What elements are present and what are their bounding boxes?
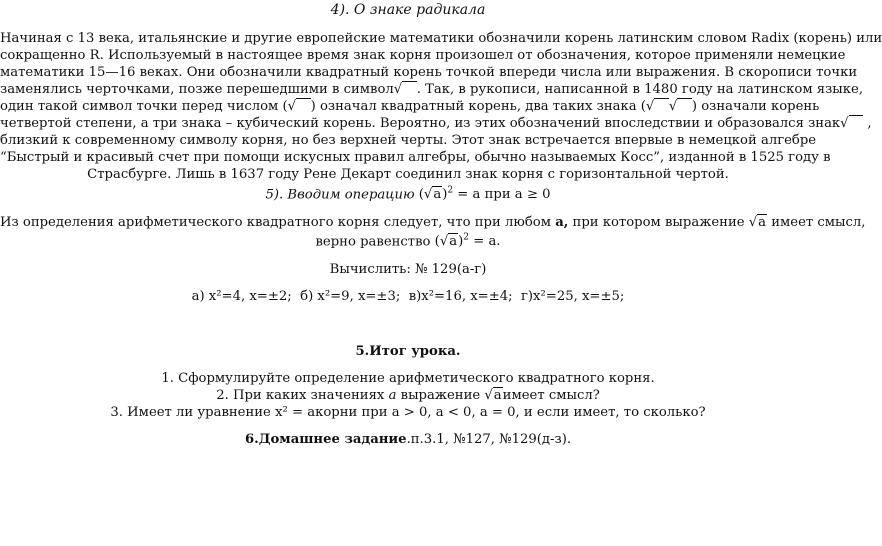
section-5-heading: 5). Вводим операцию xyxy=(265,187,415,203)
summary-question-2: 2. При каких значениях a выражение √aимеет смысл? xyxy=(216,388,600,403)
paragraph-line-7: близкий к современному символу корня, но без верхней черты. Этот знак встречается впервые в немецкой алгебре xyxy=(0,133,817,148)
equality-formula: $(√a)^2 = a$. xyxy=(434,233,501,250)
paragraph-line-1: Начиная с 13 века, итальянские и другие европейские математики обозначили корень латинским словом Radix (корень) или xyxy=(0,31,882,46)
definition-line-2: верно равенство $(√a)^2 = a$. xyxy=(315,233,501,250)
paragraph-line-3: математики 15—16 веках. Они обозначили квадратный корень точкой впереди числа или выражения. В скорописи точки xyxy=(0,65,858,80)
homework-text: .п.3.1, №127, №129(д-з). xyxy=(406,432,572,447)
radical-symbol: √ xyxy=(393,82,403,97)
radical-symbol: √ xyxy=(668,99,678,114)
paragraph-line-2: сокращенно R. Используемый в настоящее время знак корня произошел от обозначения, которое применяли немецкие xyxy=(0,48,846,63)
paragraph-line-5: один такой символ точки перед числом (√ ) означал квадратный корень, два таких знака (√ √ ) означали корень xyxy=(0,99,820,114)
radical-symbol: √ xyxy=(840,116,849,131)
exercise-a: а) x²=4, x=±2; xyxy=(191,289,292,304)
homework-line xyxy=(0,432,816,447)
summary-question-3: 3. Имеет ли уравнение x² = aкорни при a > 0, a < 0, a = 0, и если имеет, то сколько? xyxy=(110,405,706,420)
paragraph-line-8: “Быстрый и красивый счет при помощи искусных правил алгебры, обычно называемых Косс”, изданной в 1525 году в xyxy=(0,150,831,165)
radical-symbol: √ xyxy=(287,99,297,114)
exercise-c: в)x²=16, x=±4; xyxy=(408,289,513,304)
radical-symbol: √ xyxy=(645,99,655,114)
paragraph-line-9: Страсбурге. Лишь в 1637 году Рене Декарт соединил знак корня с горизонтальной чертой. xyxy=(87,167,729,182)
paragraph-line-4: заменялись черточками, позже перешедшими в символ√ . Так, в рукописи, написанной в 1480 году на латинском языке, xyxy=(0,82,864,97)
homework-label: 6.Домашнее задание xyxy=(244,432,407,447)
section-5-heading-line xyxy=(0,186,816,202)
paragraph-line-6: четвертой степени, а три знака – кубический корень. Вероятно, из этих обозначений впоследствии и образовался знак√ , xyxy=(0,116,872,131)
summary-question-1: 1. Сформулируйте определение арифметического квадратного корня. xyxy=(161,371,655,386)
definition-line-1: Из определения арифметического квадратного корня следует, что при любом а, при котором выражение √a имеет смысл, xyxy=(0,215,866,230)
exercise-list xyxy=(0,289,816,304)
summary-title: 5.Итог урока. xyxy=(355,344,461,359)
compute-task: Вычислить: № 129(а-г) xyxy=(329,262,487,277)
section-4-title: 4). О знаке радикала xyxy=(330,2,486,18)
exercise-d: г)x²=25, x=±5; xyxy=(521,289,625,304)
operation-formula: $(√a)^2 = a$ при a ≥ 0 xyxy=(418,186,551,203)
exercise-b: б) x²=9, x=±3; xyxy=(300,289,401,304)
